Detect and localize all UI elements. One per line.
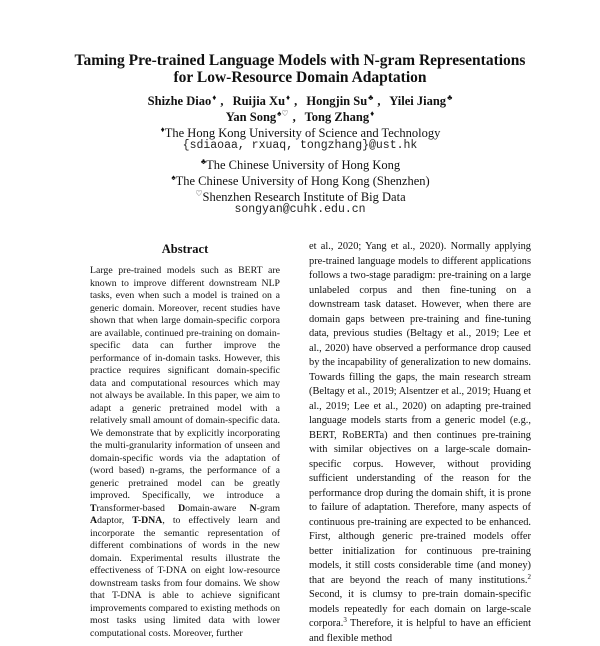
paper-title-line-2: for Low-Resource Domain Adaptation (173, 69, 427, 86)
abstract-heading: Abstract (161, 242, 209, 256)
author-mark: ♠♡ (277, 109, 289, 118)
email-cuhk: songyan@cuhk.edu.cn (234, 203, 366, 216)
affiliation-text: The Chinese University of Hong Kong (Shenzhen) (175, 174, 430, 188)
abstract-text: Large pre-trained models such as BERT are known to improve different downstream NLP tasks, even when such a model is trained on a generic domain. Moreover, recent studies have shown that when large domain-specific corpora are available, continued pre-training on domain-specific data can further improve the performance of in-domain tasks. However, this practice requires significant domain-specific data and computational resources which may not always be available. In this paper, we aim to adapt a generic pretrained model with a relatively small amount of domain-specific data. We demonstrate that by explicitly incorporating the multi-granularity information of unseen and domain-specific words via the adaptation of (word based) n-grams, the performance of a generic pretrained model can be greatly improved. Specifically, we introduce a (90, 265, 280, 501)
author-mark: ♣ (447, 93, 453, 102)
author-mark: ♣ (368, 93, 374, 102)
author-name: Shizhe Diao (147, 94, 212, 108)
affiliation-mark: ♣ (200, 157, 207, 166)
abstract-text: -gram (256, 502, 280, 514)
author-name: Hongjin Su (306, 94, 368, 108)
affiliation-text: The Hong Kong University of Science and Technology (164, 126, 441, 140)
affiliation-mark: ♡ (195, 189, 203, 198)
affiliation-mark: ♦ (160, 125, 165, 134)
footnote-marker: 3 (343, 616, 347, 624)
abstract-text: omain-aware (185, 502, 250, 514)
abstract-bold: D (178, 502, 186, 514)
abstract-bold: A (90, 515, 98, 526)
author-mark: ♦ (286, 93, 291, 102)
affiliation-mark: ♠ (171, 173, 176, 182)
footnote-marker: 2 (527, 572, 531, 581)
author-list-line-2: Yan Song♠♡ , Tong Zhang♦ (225, 109, 375, 124)
abstract-bold: T-DNA (132, 515, 163, 526)
paper-title-line-1: Taming Pre-trained Language Models with N-gram Representations (74, 52, 526, 69)
abstract-text: ransformer-based (96, 502, 179, 514)
author-name: Yilei Jiang (389, 94, 447, 108)
affiliation-text: Shenzhen Research Institute of Big Data (202, 190, 406, 204)
author-name: Ruijia Xu (232, 94, 286, 108)
body-text: et al., 2020; Yang et al., 2020). Normally applying pre-trained language models to different applications follows a two-stage paradigm: pre-training on a large unlabeled corpus and then fine-tuning on a downstream task dataset. However, when there are domain gaps between pre-training and fine-tuning data, previous studies (Beltagy et al., 2019; Lee et al., 2020) have observed a performance drop caused by the incapability of generalization to new domains. Towards filling the gaps, the main research stream (Beltagy et al., 2019; Alsentzer et al., 2019; Huang et al., 2019; Lee et al., 2020) on adapting pre-trained language models starts from a generic model (e.g., BERT, RoBERTa) and then continues pre-training with similar objectives on a large-scale domain-specific corpus. However, without providing sufficient understanding of the reason for the performance drop during the domain shift, it is prone to failure of adaptation. Therefore, many aspects of continuous pre-training are expected to be enhanced. First, although generic pre-trained models offer better initialization for continuous pre-training models, it still costs considerable time (and money) that are beyond the reach of many institutions. (309, 241, 531, 586)
affiliation-text: The Chinese University of Hong Kong (206, 158, 401, 172)
abstract-text: , to effectively learn and incorporate the semantic representation of different combinations of words in the new domain. Experimental results illustrate the effectiveness of T-DNA on eight low-resource downstream tasks from four domains. We show that T-DNA is able to achieve significant improvements compared to existing methods on most tasks using limited data with lower computational costs. Moreover, further (90, 515, 280, 639)
introduction-column (309, 240, 531, 646)
body-text: Therefore, it is helpful to have an efficient and flexible method (309, 618, 531, 644)
author-name: Yan Song (225, 110, 277, 124)
author-name: Tong Zhang (304, 110, 370, 124)
author-mark: ♦ (212, 93, 217, 102)
email-hkust: {sdiaoaa, rxuaq, tongzhang}@ust.hk (182, 139, 418, 152)
author-mark: ♦ (370, 109, 375, 118)
abstract-bold: N (249, 502, 257, 514)
abstract-bold: T (90, 502, 97, 514)
author-list-line-1: Shizhe Diao♦ , Ruijia Xu♦ , Hongjin Su♣ , Yilei Jiang♣ (147, 93, 453, 108)
body-text: Second, it is clumsy to pre-train domain-specific models repeatedly for each domain on large-scale corpora. (309, 589, 531, 629)
abstract-text: daptor, (97, 515, 133, 526)
abstract-body (90, 265, 280, 640)
